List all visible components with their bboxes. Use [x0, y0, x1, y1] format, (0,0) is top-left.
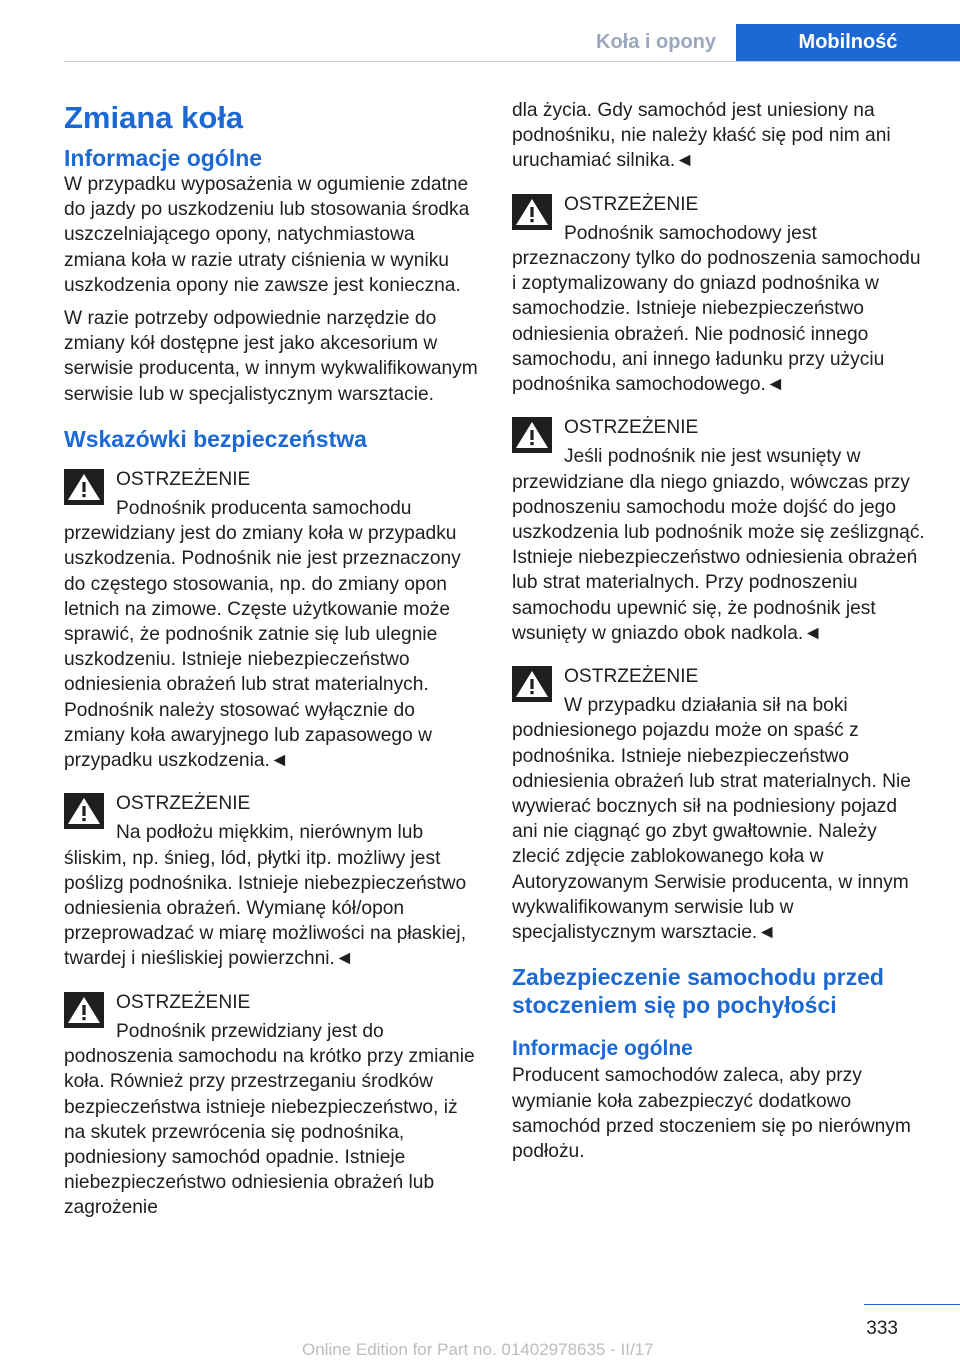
header-rule [64, 61, 960, 62]
warning-continuation: dla życia. Gdy samochód jest uniesiony na podnośniku, nie należy kłaść się pod nim ani uruchamiać silnika.◄ [512, 100, 891, 172]
warning-block [64, 990, 478, 1221]
page-number: 333 [866, 1318, 898, 1339]
page-header [0, 24, 960, 62]
header-chapter-tab[interactable]: Mobilność [736, 24, 960, 61]
left-column [64, 98, 478, 1239]
warning-text: W przypadku działania sił na boki podniesionego pojazdu może on spaść z podnośnika. Istnieje niebezpieczeństwo odniesienia obrażeń lub strat materialnych. Nie wywierać bocznych sił na podniesiony pojazd ani nie ciągnąć go zbyt gwałtownie. Należy zlecić zdjęcie zablokowanego koła w Autoryzowanym Serwisie producenta, w innym wykwalifikowanym serwisie lub w specjalistycznym warsztacie.◄ [512, 695, 911, 944]
warning-text: Na podłożu miękkim, nierównym lub śliskim, np. śnieg, lód, płytki itp. możliwy jest poślizg podnośnika. Istnieje niebezpieczeństwo odniesienia obrażeń. Wymianę kół/opon przeprowadzać w miarę możliwości na płaskiej, twardej i nieśliskiej powierzchni.◄ [64, 822, 467, 970]
warning-block [512, 664, 926, 945]
rollaway-subheading: Informacje ogólne [512, 1037, 693, 1061]
warning-title: OSTRZEŻENIE [564, 193, 699, 215]
footer-rule [864, 1304, 960, 1305]
warning-title: OSTRZEŻENIE [564, 417, 699, 439]
warning-triangle-icon [512, 417, 552, 453]
warning-title: OSTRZEŻENIE [564, 666, 699, 688]
warning-text: Jeśli podnośnik nie jest wsunięty w przewidziane dla niego gniazdo, wówczas przy podnoszeniu samochodu może dojść do jego uszkodzenia lub podnośnik może się ześlizgnąć. Istnieje niebezpieczeństwo odniesienia obrażeń lub strat materialnych. Przy podnoszeniu samochodu upewnić się, że podnośnik jest wsunięty w gniazdo obok nadkola.◄ [512, 446, 925, 644]
warning-block [512, 415, 926, 646]
warning-triangle-icon [512, 666, 552, 702]
warning-triangle-icon [64, 469, 104, 505]
warning-block [64, 791, 478, 971]
warning-text: Podnośnik producenta samochodu przewidziany jest do zmiany koła w przypadku uszkodzenia. Podnośnik nie jest przeznaczony do częstego stosowania, np. do zmiany opon letnich na zimowe. Częste użytkowanie może sprawić, że podnośnik zatnie się lub ulegnie uszkodzeniu. Istnieje niebezpieczeństwo odniesienia obrażeń lub strat materialnych. Podnośnik należy stosować wyłącznie do zmiany koła awaryjnego lub zapasowego w przypadku uszkodzenia.◄ [64, 498, 461, 772]
safety-heading: Wskazówki bezpieczeństwa [64, 425, 367, 452]
warning-title: OSTRZEŻENIE [116, 793, 251, 815]
general-info-paragraph-1: W przypadku wyposażenia w ogumienie zdatne do jazdy po uszkodzeniu lub stosowania środka uszczelniającego opony, natychmiastowa zmiana koła w razie utraty ciśnienia w wyniku uszkodzenia opony nie zawsze jest konieczna. [64, 174, 470, 296]
warning-triangle-icon [512, 194, 552, 230]
warning-text: Podnośnik przewidziany jest do podnoszenia samochodu na krótko przy zmianie koła. Również przy przestrzeganiu środków bezpieczeństwa istnieje niebezpieczeństwo, iż na skutek przewrócenia się podnośnika, podniesiony samochód opadnie. Istnieje niebezpieczeństwo odniesienia obrażeń lub zagrożenie [64, 1020, 475, 1219]
warning-triangle-icon [64, 793, 104, 829]
warning-block [512, 192, 926, 398]
rollaway-paragraph: Producent samochodów zaleca, aby przy wymianie koła zabezpieczyć dodatkowo samochód przed stoczeniem się po nierównym podłożu. [512, 1065, 911, 1162]
warning-title: OSTRZEŻENIE [116, 468, 251, 490]
general-info-paragraph-2: W razie potrzeby odpowiednie narzędzie do zmiany kół dostępne jest jako akcesorium w serwisie producenta, w innym wykwalifikowanym serwisie lub w specjalistycznym warsztacie. [64, 308, 478, 405]
warning-block [64, 467, 478, 773]
rollaway-heading: Zabezpieczenie samochodu przed stoczeniem się po pochyłości [512, 964, 884, 1019]
right-column [512, 98, 926, 1172]
header-section-tab[interactable]: Koła i opony [596, 31, 716, 53]
warning-triangle-icon [64, 992, 104, 1028]
warning-title: OSTRZEŻENIE [116, 991, 251, 1013]
edition-note: Online Edition for Part no. 01402978635 - II/17 [302, 1340, 654, 1359]
general-info-heading: Informacje ogólne [64, 145, 263, 171]
warning-text: Podnośnik samochodowy jest przeznaczony tylko do podnoszenia samochodu i zoptymalizowany do gniazd podnośnika w samochodzie. Istnieje niebezpieczeństwo odniesienia obrażeń. Nie podnosić innego samochodu, ani innego ładunku przy użyciu podnośnika samochodowego.◄ [512, 222, 921, 396]
page-title: Zmiana koła [64, 100, 244, 135]
